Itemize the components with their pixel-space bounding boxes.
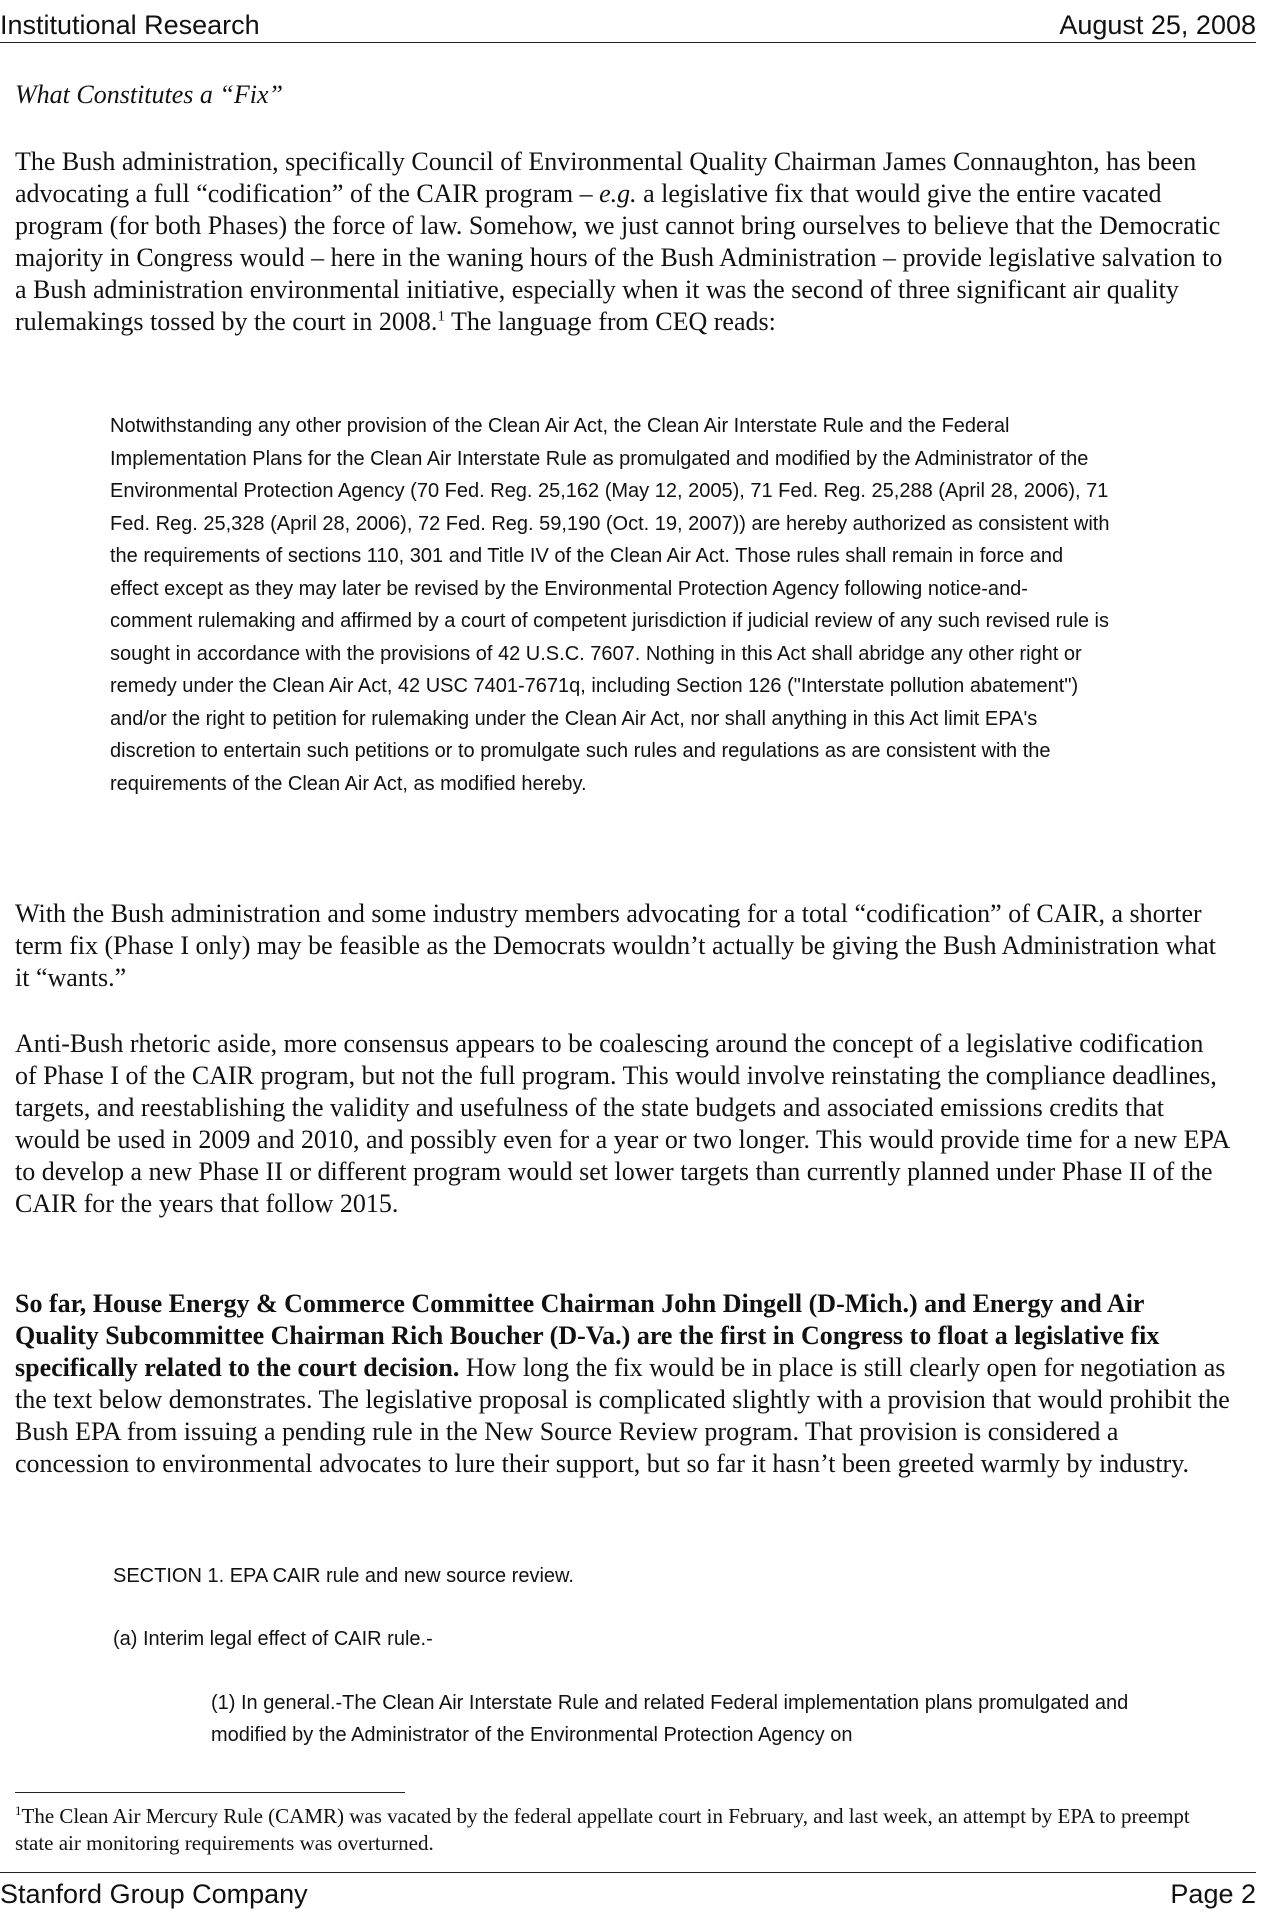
ceq-quote-block: Notwithstanding any other provision of the Clean Air Act, the Clean Air Interstate Rule and the Federal Implementation Plans for the Clean Air Interstate Rule as promulgated and modified by the Administrator of the Environmental Protection Agency (70 Fed. Reg. 25,162 (May 12, 2005), 71 Fed. Reg. 25,288 (April 28, 2006), 71 Fed. Reg. 25,328 (April 28, 2006), 72 Fed. Reg. 59,190 (Oct. 19, 2007)) are hereby authorized as consistent with the requirements of sections 110, 301 and Title IV of the Clean Air Act. Those rules shall remain in force and effect except as they may later be revised by the Environmental Protection Agency following notice-and-comment rulemaking and affirmed by a court of competent jurisdiction if judicial review of any such revised rule is sought in accordance with the provisions of 42 U.S.C. 7607. Nothing in this Act shall abridge any other right or remedy under the Clean Air Act, 42 USC 7401-7671q, including Section 126 ("Interstate pollution abatement") and/or the right to petition for rulemaking under the Clean Air Act, nor shall anything in this Act limit EPA's discretion to entertain such petitions or to promulgate such rules and regulations as are consistent with the requirements of the Clean Air Act, as modified hereby.	[110, 415, 1110, 795]
header-date: August 25, 2008	[1059, 10, 1256, 40]
legal-subsection-a: (a) Interim legal effect of CAIR rule.-	[113, 1628, 433, 1650]
paragraph-dingell-boucher	[15, 1288, 1230, 1480]
footnote-reference[interactable]: 1	[437, 308, 445, 325]
page-footer	[0, 1872, 1256, 1913]
legal-section-heading: SECTION 1. EPA CAIR rule and new source review.	[113, 1565, 574, 1587]
paragraph-shorter-term-fix: With the Bush administration and some industry members advocating for a total “codification” of CAIR, a shorter term fix (Phase I only) may be feasible as the Democrats wouldn’t actually be giving the Bush Administration what it “wants.”	[15, 899, 1217, 992]
footnote-divider	[15, 1792, 405, 1793]
footer-company: Stanford Group Company	[0, 1879, 308, 1909]
legal-item-1: (1) In general.-The Clean Air Interstate Rule and related Federal implementation plans promulgated and modified by the Administrator of the Environmental Protection Agency on	[211, 1692, 1129, 1746]
eg-abbrev: e.g.	[599, 179, 637, 208]
page-number: Page 2	[1170, 1879, 1256, 1909]
paragraph-phase-one-consensus: Anti-Bush rhetoric aside, more consensus appears to be coalescing around the concept of a legislative codification of Phase I of the CAIR program, but not the full program. This would involve reinstating the compliance deadlines, targets, and reestablishing the validity and usefulness of the state budgets and associated emissions credits that would be used in 2009 and 2010, and possibly even for a year or two longer. This would provide time for a new EPA to develop a new Phase II or different program would set lower targets than currently planned under Phase II of the CAIR for the years that follow 2015.	[15, 1029, 1229, 1218]
footnote-text: The Clean Air Mercury Rule (CAMR) was vacated by the federal appellate court in February, and last week, an attempt by EPA to preempt state air monitoring requirements was overturned.	[15, 1804, 1190, 1855]
paragraph-codification	[15, 146, 1230, 338]
paragraph-text: How long the fix would be in place is still clearly open for negotiation as the text below demonstrates. The legislative proposal is complicated slightly with a provision that would prohibit the Bush EPA from issuing a pending rule in the New Source Review program. That provision is considered a concession to environmental advocates to lure their support, but so far it hasn’t been greeted warmly by industry.	[15, 1353, 1230, 1478]
header-department: Institutional Research	[0, 10, 260, 40]
bold-lead: So far, House Energy & Commerce Committee Chairman John Dingell (D-Mich.) and Energy and Air Quality Subcommittee Chairman Rich Boucher (D-Va.) are the first in Congress to float a legislative fix specifically related to the court decision.	[15, 1289, 1160, 1382]
paragraph-text: a legislative fix that would give the entire vacated program (for both Phases) the force of law. Somehow, we just cannot bring ourselves to believe that the Democratic majority in Congress would – here in the waning hours of the Bush Administration – provide legislative salvation to a Bush administration environmental initiative, especially when it was the second of three significant air quality rulemakings tossed by the court in 2008.	[15, 179, 1223, 336]
paragraph-text: The language from CEQ reads:	[444, 307, 776, 336]
paragraph-text: The Bush administration, specifically Council of Environmental Quality Chairman James Connaughton, has been advocating a full “codification” of the CAIR program –	[15, 147, 1197, 208]
section-title: What Constitutes a “Fix”	[15, 80, 283, 109]
footnote	[15, 1803, 1230, 1857]
page-header	[0, 8, 1256, 43]
footnote-number: 1	[15, 1803, 22, 1818]
